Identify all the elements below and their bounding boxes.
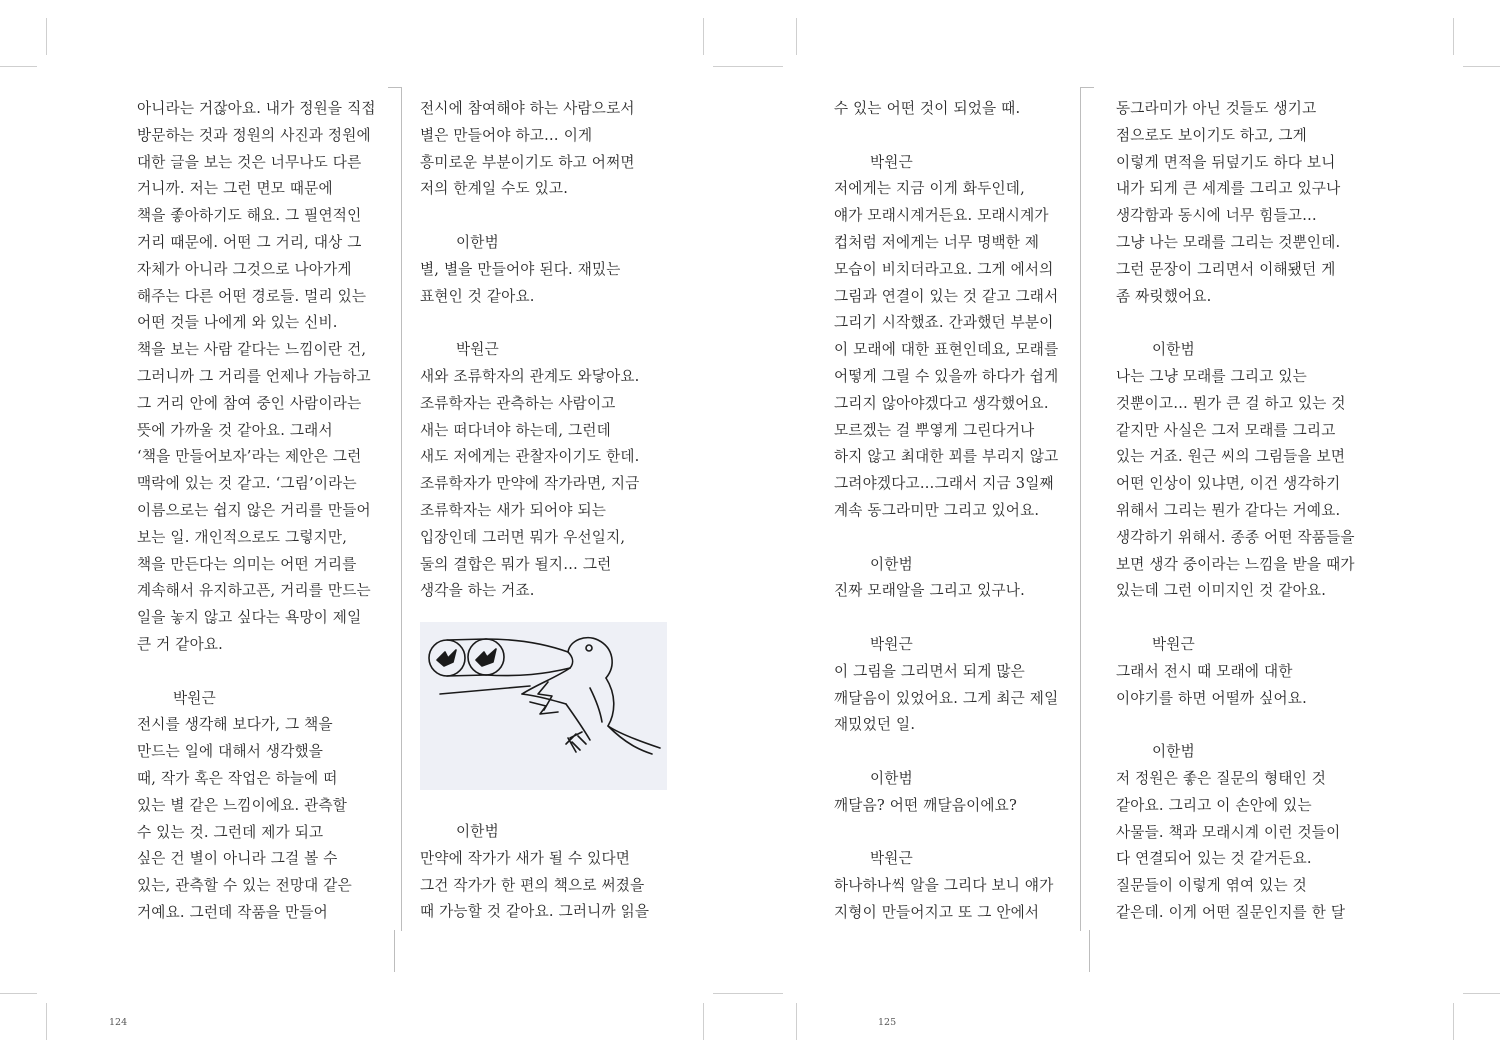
text-line: 같은데. 이게 어떤 질문인지를 한 달 xyxy=(1116,903,1346,921)
text-line: 지형이 만들어지고 또 그 안에서 xyxy=(834,903,1040,921)
paragraph-gap xyxy=(834,605,1058,632)
text-line: 컵처럼 저에게는 너무 명백한 제 xyxy=(834,233,1040,251)
text-line: 새도 저에게는 관찰자이기도 한데. xyxy=(420,448,640,466)
text-line: 이름으로는 쉽지 않은 거리를 만들어 xyxy=(137,501,371,519)
text-line: 동그라미가 아닌 것들도 생기고 xyxy=(1116,100,1317,117)
text-line: 표현인 것 같아요. xyxy=(420,287,535,305)
text-line: 나는 그냥 모래를 그리고 있는 xyxy=(1116,367,1307,385)
text-line: 전시를 생각해 보다가, 그 책을 xyxy=(137,716,333,734)
page-number-right: 125 xyxy=(878,1017,897,1028)
crop-mark xyxy=(0,66,37,67)
text-line: 그 거리 안에 참여 중인 사람이라는 xyxy=(137,394,362,412)
column-bracket xyxy=(1089,930,1091,972)
text-line: 뜻에 가까울 것 같아요. 그래서 xyxy=(137,421,333,439)
text-line: 다 연결되어 있는 것 같거든요. xyxy=(1116,850,1312,868)
paragraph-gap xyxy=(834,820,1058,847)
text-line: 그냥 나는 모래를 그리는 것뿐인데. xyxy=(1116,233,1341,251)
text-line: 책을 좋아하기도 해요. 그 필연적인 xyxy=(137,207,362,225)
speaker-name: 이한범 xyxy=(1152,341,1195,359)
left-page-column-1 xyxy=(137,96,376,927)
text-line: 재밌었던 일. xyxy=(834,716,916,734)
text-line: 아니라는 거잖아요. 내가 정원을 직접 xyxy=(137,100,376,117)
speaker-name: 이한범 xyxy=(870,555,913,573)
crop-mark xyxy=(796,1003,797,1040)
text-line: 어떤 것들 나에게 와 있는 신비. xyxy=(137,314,338,332)
text-line: 진짜 모래알을 그리고 있구나. xyxy=(834,582,1025,600)
text-line: 수 있는 어떤 것이 되었을 때. xyxy=(834,100,1021,117)
crop-mark xyxy=(46,1003,47,1040)
left-page-column-2 xyxy=(420,96,640,605)
paragraph-gap xyxy=(834,123,1058,150)
text-line: 모습이 비치더라고요. 그게 에서의 xyxy=(834,260,1054,278)
text-line: 이야기를 하면 어떨까 싶어요. xyxy=(1116,689,1307,707)
column-bracket xyxy=(388,87,402,931)
text-line: 만드는 일에 대해서 생각했을 xyxy=(137,743,324,761)
text-line: 어떤 인상이 있냐면, 이건 생각하기 xyxy=(1116,475,1341,493)
paragraph-gap xyxy=(420,203,640,230)
text-line: 하지 않고 최대한 꾀를 부리지 않고 xyxy=(834,448,1059,466)
text-line: 생각함과 동시에 너무 힘들고… xyxy=(1116,207,1317,225)
speaker-name: 박원근 xyxy=(870,850,913,868)
speaker-name: 이한범 xyxy=(870,769,913,787)
text-line: 맥락에 있는 것 같고. ‘그림’이라는 xyxy=(137,475,357,493)
text-line: 자체가 아니라 그것으로 나아가게 xyxy=(137,260,352,278)
left-page-column-3 xyxy=(420,819,649,926)
bird-telescope-sketch-icon xyxy=(420,622,667,790)
text-line: 점으로도 보이기도 하고, 그게 xyxy=(1116,126,1307,144)
text-line: 저의 한계일 수도 있고. xyxy=(420,180,569,198)
text-line: 계속 동그라미만 그리고 있어요. xyxy=(834,501,1040,519)
text-line: 새는 떠다녀야 하는데, 그런데 xyxy=(420,421,611,439)
text-line: 그리지 않아야겠다고 생각했어요. xyxy=(834,394,1049,412)
text-line: 일을 놓지 않고 싶다는 욕망이 제일 xyxy=(137,609,362,627)
text-line: 위해서 그리는 뭔가 같다는 거예요. xyxy=(1116,501,1341,519)
text-line: 조류학자는 관측하는 사람이고 xyxy=(420,394,616,412)
crop-mark xyxy=(796,18,797,55)
text-line: 거리 때문에. 어떤 그 거리, 대상 그 xyxy=(137,233,362,251)
paragraph-gap xyxy=(1116,605,1355,632)
crop-mark xyxy=(46,18,47,55)
text-line: 그려야겠다고…그래서 지금 3일째 xyxy=(834,475,1054,493)
crop-mark xyxy=(1463,66,1500,67)
text-line: 있는데 그런 이미지인 것 같아요. xyxy=(1116,582,1327,600)
crop-mark xyxy=(703,1003,704,1040)
text-line: 같지만 사실은 그저 모래를 그리고 xyxy=(1116,421,1336,439)
text-line: 보면 생각 중이라는 느낌을 받을 때가 xyxy=(1116,555,1355,573)
paragraph-gap xyxy=(1116,712,1355,739)
text-line: 싶은 건 별이 아니라 그걸 볼 수 xyxy=(137,850,338,868)
speaker-name: 이한범 xyxy=(456,823,499,840)
text-line: 있는 거죠. 원근 씨의 그림들을 보면 xyxy=(1116,448,1346,466)
speaker-name: 이한범 xyxy=(1152,743,1195,761)
speaker-name: 이한범 xyxy=(456,233,499,251)
speaker-name: 박원근 xyxy=(870,635,913,653)
paragraph-gap xyxy=(834,525,1058,552)
text-line: 이 그림을 그리면서 되게 많은 xyxy=(834,662,1025,680)
speaker-name: 박원근 xyxy=(456,341,499,359)
text-line: 사물들. 책과 모래시계 이런 것들이 xyxy=(1116,823,1341,841)
text-line: 그리기 시작했죠. 간과했던 부분이 xyxy=(834,314,1054,332)
text-line: 것뿐이고… 뭔가 큰 걸 하고 있는 것 xyxy=(1116,394,1346,412)
text-line: 깨달음? 어떤 깨달음이에요? xyxy=(834,796,1018,814)
text-line: 그림과 연결이 있는 것 같고 그래서 xyxy=(834,287,1059,305)
text-line: 생각을 하는 거죠. xyxy=(420,582,535,600)
text-line: 모르겠는 걸 뿌옇게 그린다거나 xyxy=(834,421,1035,439)
text-line: 보는 일. 개인적으로도 그렇지만, xyxy=(137,528,348,546)
text-line: 같아요. 그리고 이 손안에 있는 xyxy=(1116,796,1312,814)
speaker-name: 박원근 xyxy=(870,153,913,171)
text-line: 얘가 모래시계거든요. 모래시계가 xyxy=(834,207,1049,225)
text-line: 대한 글을 보는 것은 너무나도 다른 xyxy=(137,153,362,171)
right-page-column-2 xyxy=(1116,96,1355,927)
text-line: 계속해서 유지하고픈, 거리를 만드는 xyxy=(137,582,371,600)
text-line: 있는 별 같은 느낌이에요. 관측할 xyxy=(137,796,348,814)
paragraph-gap xyxy=(137,659,376,686)
paragraph-gap xyxy=(834,739,1058,766)
text-line: 둘의 결합은 뭐가 될지… 그런 xyxy=(420,555,612,573)
text-line: 수 있는 것. 그런데 제가 되고 xyxy=(137,823,324,841)
text-line: 조류학자는 새가 되어야 되는 xyxy=(420,501,607,519)
text-line: 때, 작가 혹은 작업은 하늘에 떠 xyxy=(137,769,338,787)
text-line: 이 모래에 대한 표현인데요, 모래를 xyxy=(834,341,1059,359)
text-line: 큰 거 같아요. xyxy=(137,635,224,653)
crop-mark xyxy=(1463,993,1500,994)
text-line: 그래서 전시 때 모래에 대한 xyxy=(1116,662,1293,680)
text-line: 깨달음이 있었어요. 그게 최근 제일 xyxy=(834,689,1059,707)
crop-mark xyxy=(703,18,704,55)
text-line: 새와 조류학자의 관계도 와닿아요. xyxy=(420,367,640,385)
text-line: 별, 별을 만들어야 된다. 재밌는 xyxy=(420,260,621,278)
text-line: 저에게는 지금 이게 화두인데, xyxy=(834,180,1025,198)
text-line: 그러니까 그 거리를 언제나 가늠하고 xyxy=(137,367,371,385)
text-line: 해주는 다른 어떤 경로들. 멀리 있는 xyxy=(137,287,367,305)
text-line: 좀 짜릿했어요. xyxy=(1116,287,1212,305)
text-line: 생각하기 위해서. 종종 어떤 작품들을 xyxy=(1116,528,1355,546)
text-line: 그건 작가가 한 편의 책으로 써졌을 xyxy=(420,876,645,894)
crop-mark xyxy=(713,66,783,67)
text-line: ‘책을 만들어보자’라는 제안은 그런 xyxy=(137,448,362,466)
crop-mark xyxy=(0,993,37,994)
text-line: 어떻게 그릴 수 있을까 하다가 쉽게 xyxy=(834,367,1059,385)
text-line: 하나하나씩 알을 그리다 보니 얘가 xyxy=(834,877,1054,895)
speaker-name: 박원근 xyxy=(1152,635,1195,653)
text-line: 있는, 관측할 수 있는 전망대 같은 xyxy=(137,877,352,895)
text-line: 별은 만들어야 하고… 이게 xyxy=(420,126,593,144)
crop-mark xyxy=(713,993,783,994)
column-bracket xyxy=(394,930,396,972)
text-line: 만약에 작가가 새가 될 수 있다면 xyxy=(420,849,631,867)
column-bracket xyxy=(1080,87,1094,931)
speaker-name: 박원근 xyxy=(173,689,216,707)
paragraph-gap xyxy=(1116,310,1355,337)
page-number-left: 124 xyxy=(109,1017,128,1028)
text-line: 저 정원은 좋은 질문의 형태인 것 xyxy=(1116,769,1327,787)
text-line: 조류학자가 만약에 작가라면, 지금 xyxy=(420,475,640,493)
text-line: 내가 되게 큰 세계를 그리고 있구나 xyxy=(1116,180,1341,198)
text-line: 흥미로운 부분이기도 하고 어쩌면 xyxy=(420,153,635,171)
crop-mark xyxy=(1453,1003,1454,1040)
text-line: 때 가능할 것 같아요. 그러니까 읽을 xyxy=(420,903,650,921)
text-line: 입장인데 그러면 뭐가 우선일지, xyxy=(420,528,626,546)
text-line: 책을 보는 사람 같다는 느낌이란 건, xyxy=(137,341,367,359)
text-line: 거니까. 저는 그런 면모 때문에 xyxy=(137,180,333,198)
right-page-column-1 xyxy=(834,96,1058,927)
text-line: 그런 문장이 그리면서 이해됐던 게 xyxy=(1116,260,1336,278)
text-line: 전시에 참여해야 하는 사람으로서 xyxy=(420,100,635,117)
text-line: 책을 만든다는 의미는 어떤 거리를 xyxy=(137,555,357,573)
text-line: 이렇게 면적을 뒤덮기도 하다 보니 xyxy=(1116,153,1336,171)
text-line: 거예요. 그런데 작품을 만들어 xyxy=(137,903,328,921)
text-line: 방문하는 것과 정원의 사진과 정원에 xyxy=(137,126,371,144)
crop-mark xyxy=(1453,18,1454,55)
paragraph-gap xyxy=(420,310,640,337)
text-line: 질문들이 이렇게 엮여 있는 것 xyxy=(1116,877,1307,895)
